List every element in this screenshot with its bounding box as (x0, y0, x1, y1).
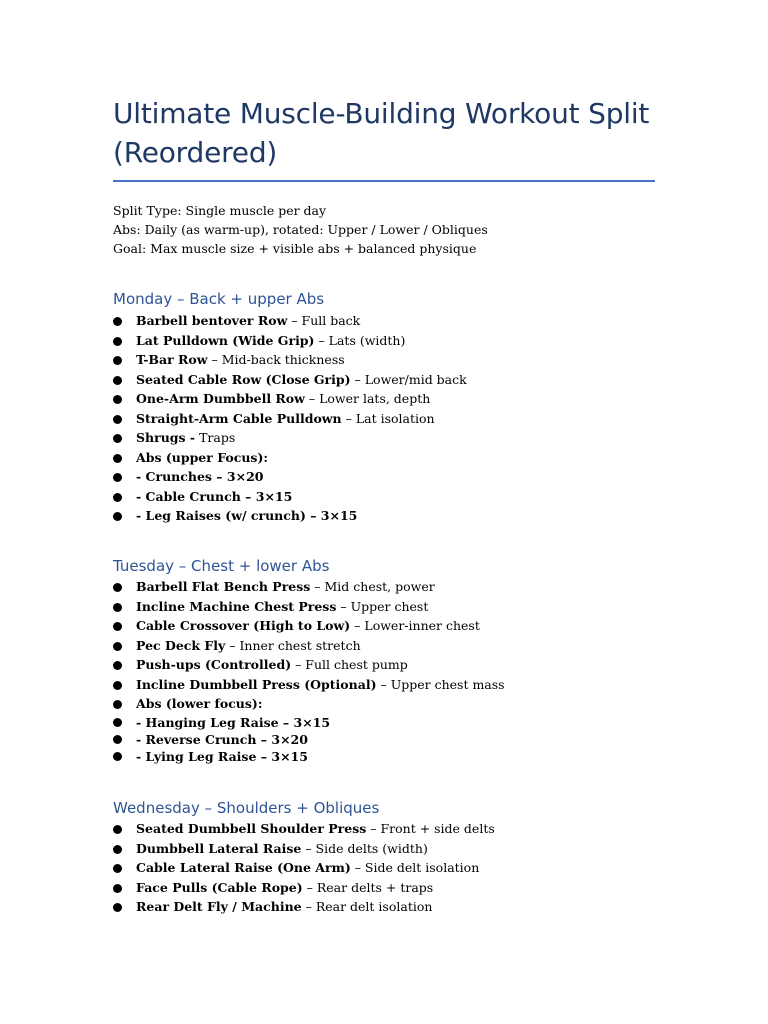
tuesday-heading: Tuesday – Chest + lower Abs (113, 557, 330, 575)
exercise-item (113, 506, 467, 526)
exercise-description: – Lower/mid back (350, 371, 467, 387)
exercise-name: - Reverse Crunch – 3×20 (136, 731, 308, 747)
exercise-item (113, 839, 495, 859)
exercise-item (113, 487, 467, 507)
exercise-name: Push-ups (Controlled) (136, 657, 292, 672)
exercise-name: Shrugs - (136, 430, 196, 445)
exercise-description: – Rear delt isolation (301, 899, 433, 914)
exercise-item (113, 655, 505, 675)
bullet-icon (113, 337, 122, 346)
exercise-name: Pec Deck Fly (136, 637, 226, 653)
exercise-description: – Rear delts + traps (302, 879, 434, 895)
exercise-item (113, 448, 467, 468)
exercise-name: Barbell bentover Row (136, 313, 288, 328)
exercise-item (113, 389, 467, 409)
exercise-name: Barbell Flat Bench Press (136, 579, 311, 594)
bullet-icon (113, 642, 122, 651)
bullet-icon (113, 356, 122, 365)
exercise-name: - Crunches – 3×20 (136, 469, 264, 484)
exercise-name: T-Bar Row (136, 352, 208, 367)
bullet-icon (113, 622, 122, 631)
exercise-item (113, 694, 505, 714)
exercise-description: – Lower lats, depth (304, 391, 431, 406)
exercise-description: – Upper chest (336, 598, 429, 614)
exercise-name: One-Arm Dumbbell Row (136, 391, 305, 406)
exercise-item (113, 748, 505, 765)
exercise-item (113, 897, 495, 917)
exercise-description: Traps (195, 430, 236, 445)
exercise-name: Seated Cable Row (Close Grip) (136, 371, 351, 387)
exercise-item (113, 878, 495, 898)
exercise-description: – Upper chest mass (376, 676, 505, 692)
tuesday-exercise-list (113, 577, 505, 765)
exercise-item (113, 819, 495, 839)
exercise-name: - Leg Raises (w/ crunch) – 3×15 (136, 508, 358, 523)
exercise-item (113, 577, 505, 597)
exercise-description: – Front + side delts (366, 821, 495, 836)
bullet-icon (113, 700, 122, 709)
wednesday-exercise-list (113, 819, 495, 917)
exercise-description: – Full chest pump (291, 657, 408, 672)
bullet-icon (113, 473, 122, 482)
exercise-name: Lat Pulldown (Wide Grip) (136, 332, 315, 348)
bullet-icon (113, 903, 122, 912)
bullet-icon (113, 317, 122, 326)
exercise-description: – Mid-back thickness (207, 352, 345, 367)
exercise-item (113, 331, 467, 351)
abs-schedule-line: Abs: Daily (as warm-up), rotated: Upper / Lower / Obliques (113, 222, 488, 237)
exercise-item (113, 616, 505, 636)
exercise-name: Abs (upper Focus): (136, 449, 268, 465)
exercise-item (113, 858, 495, 878)
bullet-icon (113, 681, 122, 690)
monday-exercise-list (113, 311, 467, 526)
title-underline (113, 180, 655, 182)
bullet-icon (113, 395, 122, 404)
bullet-icon (113, 845, 122, 854)
exercise-name: - Cable Crunch – 3×15 (136, 488, 293, 504)
exercise-name: Face Pulls (Cable Rope) (136, 879, 303, 895)
bullet-icon (113, 864, 122, 873)
exercise-name: Cable Lateral Raise (One Arm) (136, 860, 351, 875)
bullet-icon (113, 718, 122, 727)
wednesday-heading: Wednesday – Shoulders + Obliques (113, 799, 380, 817)
exercise-description: – Mid chest, power (310, 579, 435, 594)
exercise-item (113, 350, 467, 370)
bullet-icon (113, 884, 122, 893)
exercise-name: - Lying Leg Raise – 3×15 (136, 748, 308, 764)
exercise-name: Incline Dumbbell Press (Optional) (136, 676, 377, 692)
exercise-item (113, 636, 505, 656)
bullet-icon (113, 603, 122, 612)
goal-line: Goal: Max muscle size + visible abs + balanced physique (113, 241, 477, 256)
exercise-description: – Side delts (width) (301, 840, 428, 856)
bullet-icon (113, 376, 122, 385)
exercise-item (113, 409, 467, 429)
exercise-item (113, 467, 467, 487)
exercise-name: Straight-Arm Cable Pulldown (136, 410, 342, 426)
exercise-item (113, 597, 505, 617)
exercise-name: Incline Machine Chest Press (136, 598, 337, 614)
exercise-description: – Full back (287, 313, 361, 328)
exercise-item (113, 370, 467, 390)
exercise-item (113, 428, 467, 448)
bullet-icon (113, 825, 122, 834)
bullet-icon (113, 583, 122, 592)
bullet-icon (113, 752, 122, 761)
bullet-icon (113, 454, 122, 463)
exercise-item (113, 311, 467, 331)
bullet-icon (113, 434, 122, 443)
exercise-name: Cable Crossover (High to Low) (136, 618, 351, 633)
exercise-description: – Lat isolation (341, 410, 435, 426)
exercise-name: - Hanging Leg Raise – 3×15 (136, 714, 331, 730)
exercise-item (113, 675, 505, 695)
exercise-description: – Lats (width) (314, 332, 406, 348)
split-type-line: Split Type: Single muscle per day (113, 203, 327, 218)
exercise-name: Abs (lower focus): (136, 696, 263, 711)
exercise-name: Seated Dumbbell Shoulder Press (136, 821, 367, 836)
bullet-icon (113, 735, 122, 744)
exercise-name: Dumbbell Lateral Raise (136, 840, 302, 856)
bullet-icon (113, 512, 122, 521)
exercise-description: – Inner chest stretch (225, 637, 361, 653)
exercise-description: – Lower-inner chest (350, 618, 480, 633)
exercise-name: Rear Delt Fly / Machine (136, 899, 302, 914)
exercise-description: – Side delt isolation (350, 860, 480, 875)
split-info (113, 201, 488, 258)
monday-heading: Monday – Back + upper Abs (113, 290, 325, 308)
exercise-item (113, 714, 505, 731)
bullet-icon (113, 661, 122, 670)
document-title: Ultimate Muscle-Building Workout Split (Reordered) (113, 97, 650, 169)
bullet-icon (113, 493, 122, 502)
bullet-icon (113, 415, 122, 424)
exercise-item (113, 731, 505, 748)
